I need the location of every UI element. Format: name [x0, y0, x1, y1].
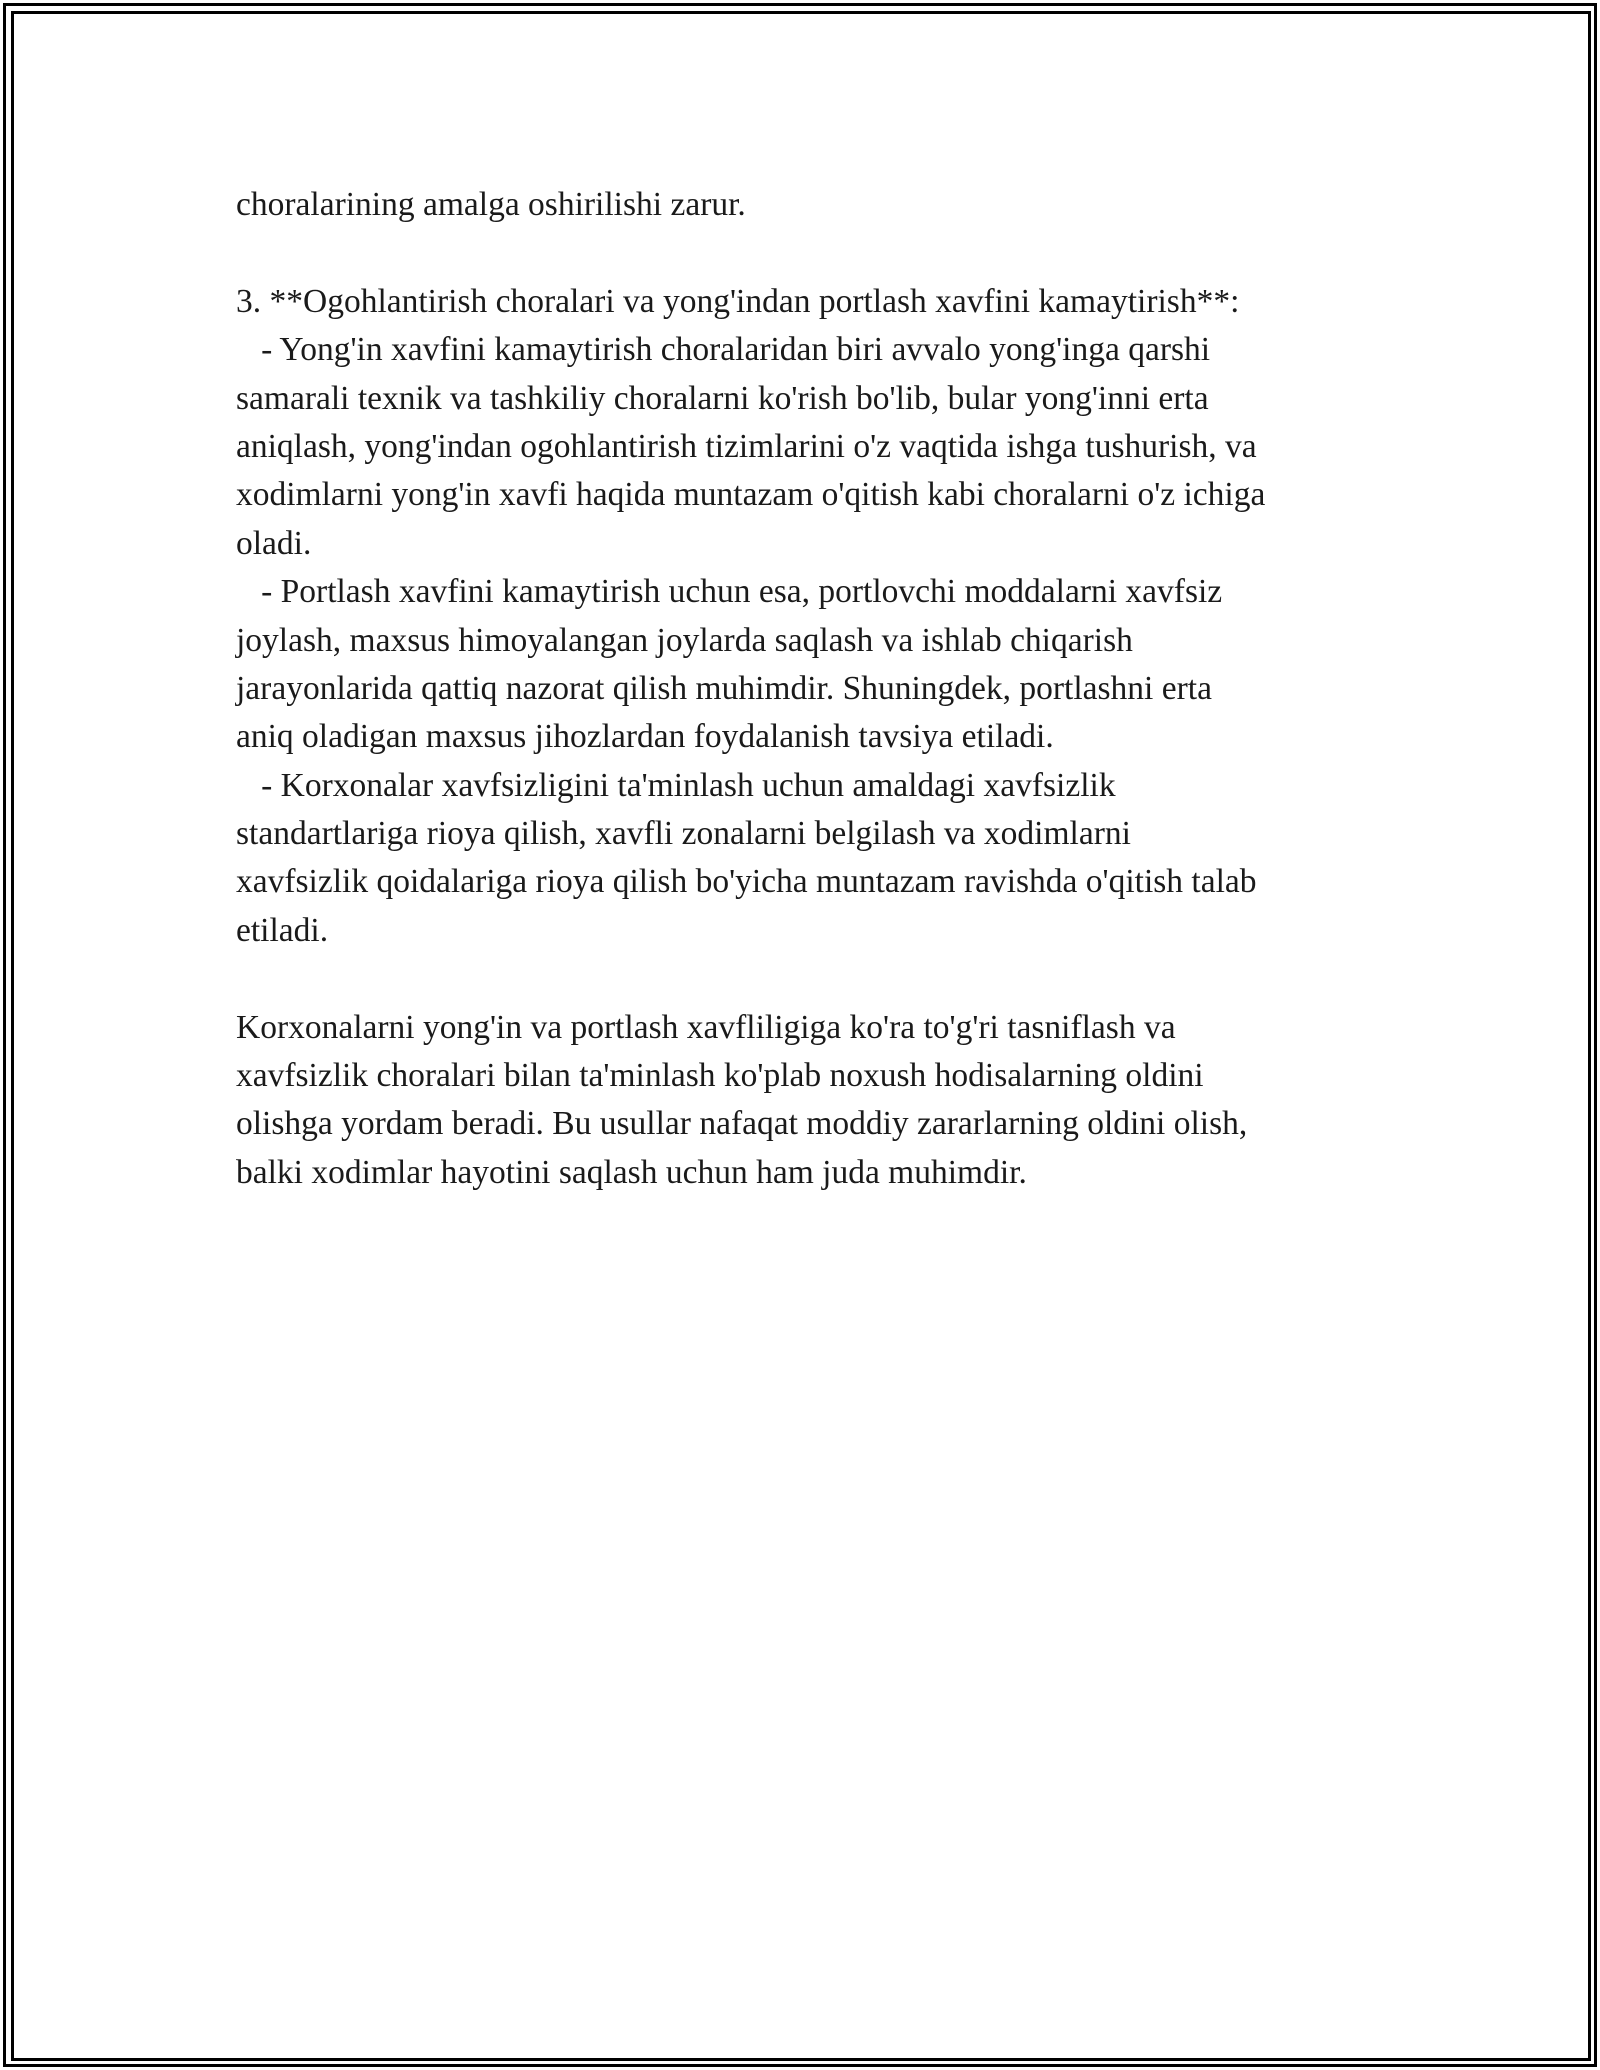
text-line: oladi.	[236, 524, 312, 562]
section-heading: 3. **Ogohlantirish choralari va yong'indan portlash xavfini kamaytirish**:	[236, 282, 1240, 320]
text-line: olishga yordam beradi. Bu usullar nafaqat moddiy zararlarning oldini olish,	[236, 1105, 1248, 1143]
text-line: - Korxonalar xavfsizligini ta'minlash uchun amaldagi xavfsizlik	[236, 766, 1116, 804]
text-line: jarayonlarida qattiq nazorat qilish muhimdir. Shuningdek, portlashni erta	[236, 669, 1212, 707]
text-line: etiladi.	[236, 911, 329, 949]
blank-line	[236, 955, 1376, 1003]
document-body	[236, 181, 1376, 1197]
text-line: balki xodimlar hayotini saqlash uchun ham juda muhimdir.	[236, 1153, 1027, 1191]
blank-line	[236, 229, 1376, 277]
text-line: xavfsizlik qoidalariga rioya qilish bo'yicha muntazam ravishda o'qitish talab	[236, 863, 1257, 901]
text-line: aniq oladigan maxsus jihozlardan foydalanish tavsiya etiladi.	[236, 718, 1054, 756]
text-line: aniqlash, yong'indan ogohlantirish tizimlarini o'z vaqtida ishga tushurish, va	[236, 427, 1257, 465]
text-line: samarali texnik va tashkiliy choralarni ko'rish bo'lib, bular yong'inni erta	[236, 379, 1209, 417]
text-line: standartlariga rioya qilish, xavfli zonalarni belgilash va xodimlarni	[236, 815, 1131, 853]
text-line: xodimlarni yong'in xavfi haqida muntazam o'qitish kabi choralarni o'z ichiga	[236, 476, 1266, 514]
text-line: xavfsizlik choralari bilan ta'minlash ko'plab noxush hodisalarning oldini	[236, 1057, 1204, 1095]
text-line: Korxonalarni yong'in va portlash xavfliligiga ko'ra to'g'ri tasniflash va	[236, 1008, 1176, 1046]
text-line: - Yong'in xavfini kamaytirish choralaridan biri avvalo yong'inga qarshi	[236, 331, 1211, 369]
text-line: - Portlash xavfini kamaytirish uchun esa, portlovchi moddalarni xavfsiz	[236, 573, 1223, 611]
text-line: choralarining amalga oshirilishi zarur.	[236, 186, 746, 223]
text-line: joylash, maxsus himoyalangan joylarda saqlash va ishlab chiqarish	[236, 621, 1133, 659]
